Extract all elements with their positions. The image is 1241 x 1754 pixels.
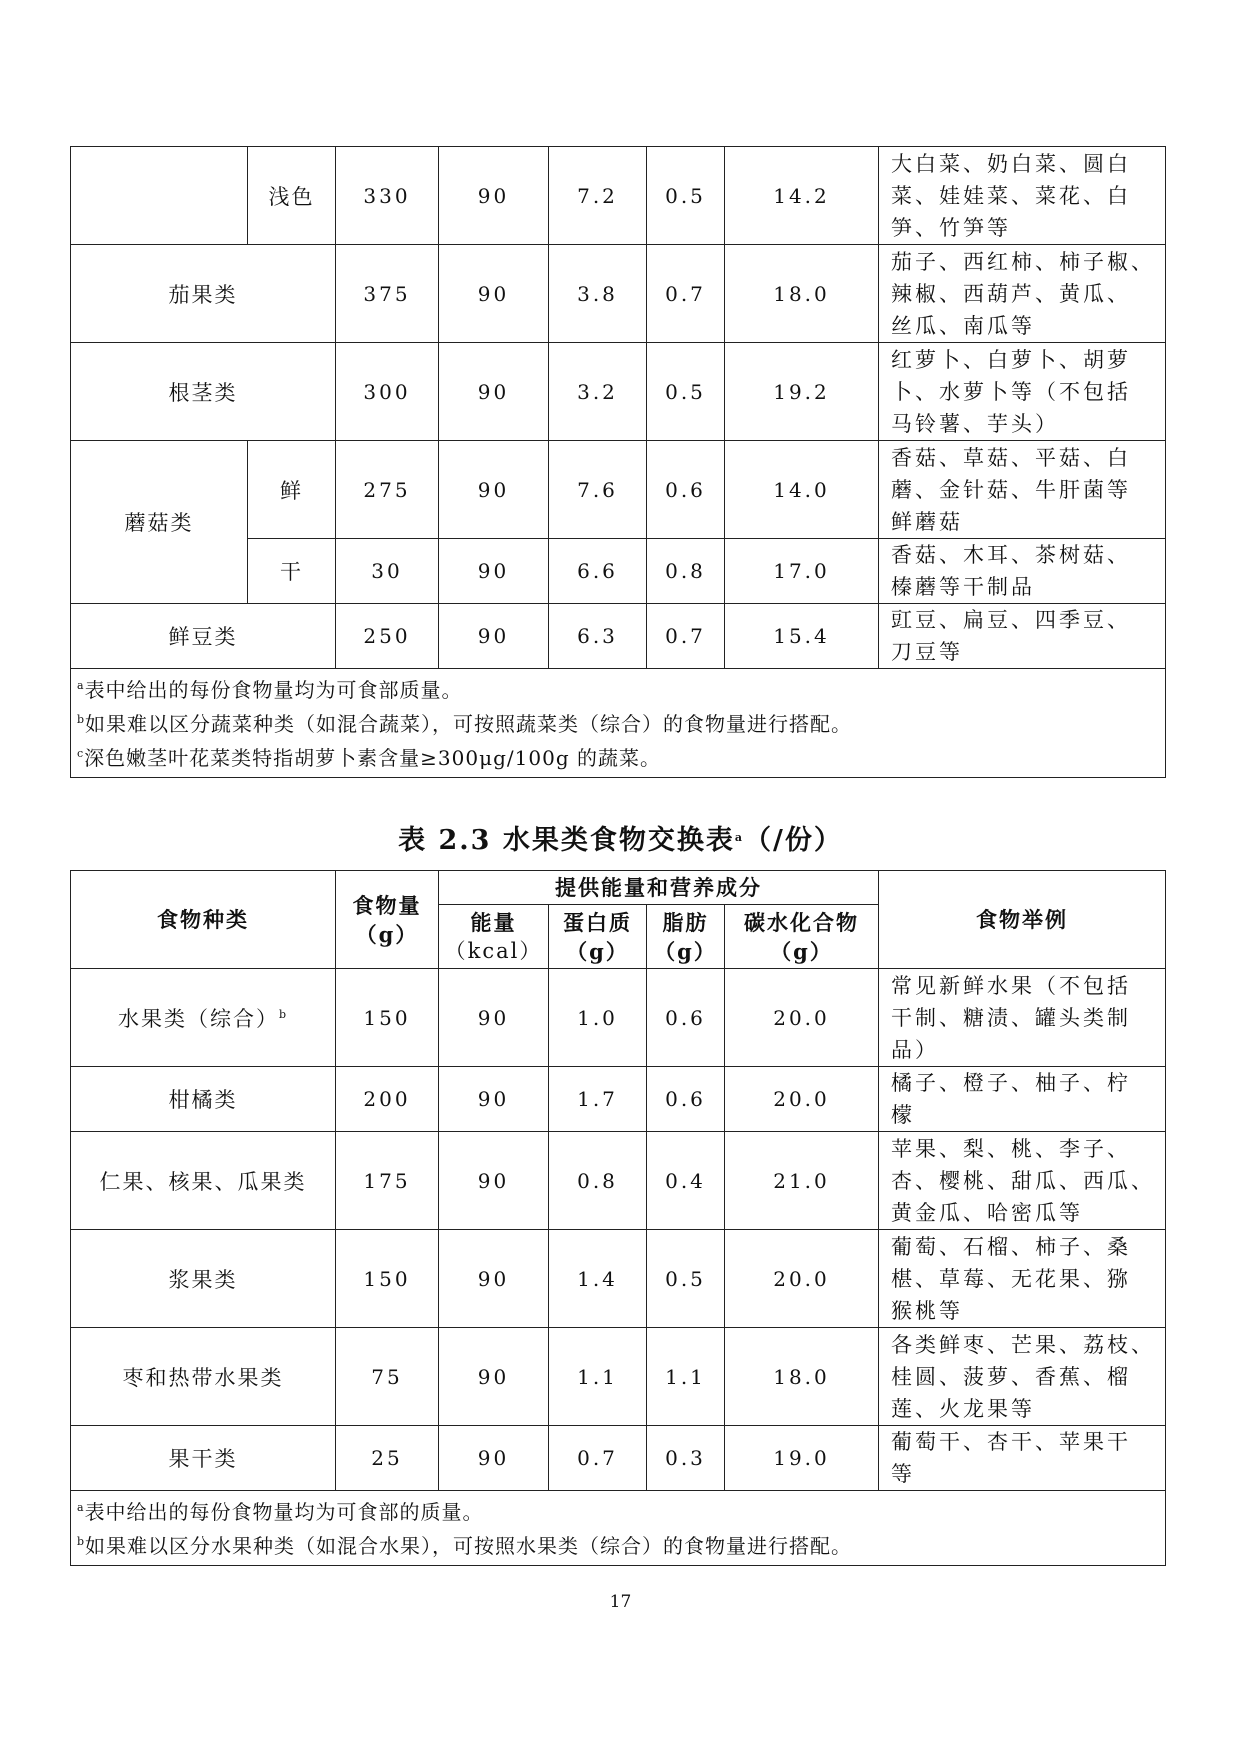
header-weight-unit: （g） <box>355 921 419 947</box>
table-title-suffix: （/份） <box>744 825 843 856</box>
example-line: 莲、火龙果等 <box>891 1396 1035 1421</box>
protein-cell: 3.2 <box>549 343 647 441</box>
fat-cell: 0.5 <box>647 343 725 441</box>
example-line: 马铃薯、芋头） <box>891 411 1059 436</box>
table-notes <box>71 669 1166 778</box>
example-line: 猴桃等 <box>891 1298 963 1323</box>
energy-cell: 90 <box>439 343 549 441</box>
carb-cell: 20.0 <box>725 1230 879 1328</box>
example-line: 杏、樱桃、甜瓜、西瓜、 <box>891 1168 1155 1193</box>
example-line: 香菇、木耳、茶树菇、 <box>891 543 1131 567</box>
table-title <box>0 818 1241 857</box>
examples-cell <box>879 147 1166 245</box>
category-cell: 仁果、核果、瓜果类 <box>71 1132 336 1230</box>
fat-cell: 0.8 <box>647 539 725 604</box>
carb-cell: 20.0 <box>725 1067 879 1132</box>
example-line: 鲜蘑菇 <box>891 509 963 534</box>
table-notes <box>71 1491 1166 1566</box>
example-line: 檬 <box>891 1103 915 1127</box>
carb-cell: 15.4 <box>725 604 879 669</box>
carb-cell: 19.2 <box>725 343 879 441</box>
subcategory-cell: 浅色 <box>248 147 336 245</box>
examples-cell <box>879 1132 1166 1230</box>
examples-cell <box>879 1230 1166 1328</box>
energy-cell: 90 <box>439 441 549 539</box>
carb-cell: 17.0 <box>725 539 879 604</box>
footnote-mark: b <box>77 713 86 726</box>
weight-cell: 330 <box>336 147 439 245</box>
header-fat-label: 脂肪 <box>662 909 709 935</box>
header-weight <box>336 871 439 969</box>
category-cell: 果干类 <box>71 1426 336 1491</box>
carb-cell: 20.0 <box>725 969 879 1067</box>
examples-cell <box>879 969 1166 1067</box>
header-protein-unit: （g） <box>566 938 629 964</box>
weight-cell: 30 <box>336 539 439 604</box>
header-fat-unit: （g） <box>654 938 717 964</box>
example-line: 卜、水萝卜等（不包括 <box>891 379 1131 404</box>
example-line: 蘑、金针菇、牛肝菌等 <box>891 477 1131 502</box>
footnote <box>77 1527 1161 1561</box>
fruit-exchange-table <box>70 870 1166 1566</box>
example-line: 常见新鲜水果（不包括 <box>891 973 1131 998</box>
protein-cell: 7.2 <box>549 147 647 245</box>
energy-cell: 90 <box>439 1426 549 1491</box>
footnote-text: 如果难以区分蔬菜种类（如混合蔬菜），可按照蔬菜类（综合）的食物量进行搭配。 <box>85 712 853 736</box>
fat-cell: 0.4 <box>647 1132 725 1230</box>
vegetable-exchange-table <box>70 146 1166 778</box>
example-line: 笋、竹笋等 <box>891 215 1011 240</box>
example-line: 品） <box>891 1037 939 1062</box>
example-line: 黄金瓜、哈密瓜等 <box>891 1200 1083 1225</box>
table-row <box>71 245 1166 343</box>
example-line: 葡萄干、杏干、苹果干 <box>891 1430 1131 1454</box>
footnote <box>77 671 1161 705</box>
examples-cell <box>879 1328 1166 1426</box>
example-line: 榛蘑等干制品 <box>891 575 1035 599</box>
weight-cell: 25 <box>336 1426 439 1491</box>
example-line: 香菇、草菇、平菇、白 <box>891 445 1131 470</box>
table-row <box>71 441 1166 539</box>
header-nutrient-group: 提供能量和营养成分 <box>439 871 879 905</box>
footnote-text: 如果难以区分水果种类（如混合水果），可按照水果类（综合）的食物量进行搭配。 <box>85 1534 853 1558</box>
header-carb-unit: （g） <box>770 938 833 964</box>
example-line: 橘子、橙子、柚子、柠 <box>891 1071 1131 1095</box>
table-row <box>71 969 1166 1067</box>
footnote-mark: b <box>278 1007 289 1021</box>
example-line: 红萝卜、白萝卜、胡萝 <box>891 347 1131 372</box>
fat-cell: 1.1 <box>647 1328 725 1426</box>
table-row <box>71 1132 1166 1230</box>
fat-cell: 0.5 <box>647 147 725 245</box>
weight-cell: 300 <box>336 343 439 441</box>
example-line: 葡萄、石榴、柿子、桑 <box>891 1234 1131 1259</box>
header-carb-label: 碳水化合物 <box>744 909 859 935</box>
table-row <box>71 1230 1166 1328</box>
protein-cell: 1.0 <box>549 969 647 1067</box>
example-line: 刀豆等 <box>891 640 963 664</box>
table-title-mark: a <box>734 831 745 844</box>
energy-cell: 90 <box>439 1067 549 1132</box>
table-row <box>71 147 1166 245</box>
examples-cell <box>879 539 1166 604</box>
footnote-mark: b <box>77 1535 86 1548</box>
fat-cell: 0.3 <box>647 1426 725 1491</box>
fat-cell: 0.6 <box>647 441 725 539</box>
energy-cell: 90 <box>439 245 549 343</box>
example-line: 各类鲜枣、芒果、荔枝、 <box>891 1332 1155 1357</box>
protein-cell: 7.6 <box>549 441 647 539</box>
footnote <box>77 705 1161 739</box>
weight-cell: 250 <box>336 604 439 669</box>
weight-cell: 75 <box>336 1328 439 1426</box>
protein-cell: 6.3 <box>549 604 647 669</box>
subcategory-cell: 鲜 <box>248 441 336 539</box>
weight-cell: 200 <box>336 1067 439 1132</box>
footnote <box>77 1493 1161 1527</box>
energy-cell: 90 <box>439 969 549 1067</box>
table-notes-row <box>71 1491 1166 1566</box>
fat-cell: 0.7 <box>647 604 725 669</box>
header-energy <box>439 905 549 969</box>
category-cell: 鲜豆类 <box>71 604 336 669</box>
header-weight-label: 食物量 <box>352 892 422 918</box>
examples-cell <box>879 441 1166 539</box>
weight-cell: 150 <box>336 1230 439 1328</box>
header-protein-label: 蛋白质 <box>563 909 632 935</box>
weight-cell: 150 <box>336 969 439 1067</box>
table-row <box>71 604 1166 669</box>
footnote-mark: c <box>77 747 85 760</box>
example-line: 茄子、西红柿、柿子椒、 <box>891 249 1155 274</box>
category-cell <box>71 147 248 245</box>
carb-cell: 18.0 <box>725 1328 879 1426</box>
footnote-mark: a <box>77 679 85 692</box>
weight-cell: 275 <box>336 441 439 539</box>
page-number: 17 <box>609 1592 632 1612</box>
category-cell: 蘑菇类 <box>71 441 248 604</box>
header-category: 食物种类 <box>71 871 336 969</box>
examples-cell <box>879 1067 1166 1132</box>
category-cell: 浆果类 <box>71 1230 336 1328</box>
category-cell: 茄果类 <box>71 245 336 343</box>
energy-cell: 90 <box>439 1328 549 1426</box>
example-line: 辣椒、西葫芦、黄瓜、 <box>891 281 1131 306</box>
example-line: 苹果、梨、桃、李子、 <box>891 1136 1131 1161</box>
protein-cell: 1.1 <box>549 1328 647 1426</box>
energy-cell: 90 <box>439 1132 549 1230</box>
footnote-text: 表中给出的每份食物量均为可食部的质量。 <box>84 1500 484 1524</box>
footnote <box>77 739 1161 773</box>
category-cell: 根茎类 <box>71 343 336 441</box>
category-cell <box>71 969 336 1067</box>
protein-cell: 1.7 <box>549 1067 647 1132</box>
energy-cell: 90 <box>439 604 549 669</box>
table-row <box>71 343 1166 441</box>
fat-cell: 0.6 <box>647 969 725 1067</box>
carb-cell: 14.2 <box>725 147 879 245</box>
examples-cell <box>879 245 1166 343</box>
header-energy-label: 能量 <box>470 909 517 935</box>
table-row <box>71 1067 1166 1132</box>
energy-cell: 90 <box>439 539 549 604</box>
header-energy-unit: （kcal） <box>444 938 543 963</box>
example-line: 椹、草莓、无花果、猕 <box>891 1266 1131 1291</box>
table-title-text: 表 2.3 水果类食物交换表 <box>398 825 735 856</box>
example-line: 菜、娃娃菜、菜花、白 <box>891 183 1131 208</box>
examples-cell <box>879 1426 1166 1491</box>
table-row <box>71 1328 1166 1426</box>
subcategory-cell: 干 <box>248 539 336 604</box>
example-line: 豇豆、扁豆、四季豆、 <box>891 608 1131 632</box>
category-cell: 枣和热带水果类 <box>71 1328 336 1426</box>
footnote-mark: a <box>77 1501 85 1514</box>
examples-cell <box>879 604 1166 669</box>
protein-cell: 3.8 <box>549 245 647 343</box>
weight-cell: 175 <box>336 1132 439 1230</box>
header-protein <box>549 905 647 969</box>
example-line: 丝瓜、南瓜等 <box>891 313 1035 338</box>
fat-cell: 0.6 <box>647 1067 725 1132</box>
category-cell: 柑橘类 <box>71 1067 336 1132</box>
protein-cell: 1.4 <box>549 1230 647 1328</box>
category-label: 水果类（综合） <box>117 1006 279 1031</box>
energy-cell: 90 <box>439 147 549 245</box>
weight-cell: 375 <box>336 245 439 343</box>
protein-cell: 6.6 <box>549 539 647 604</box>
carb-cell: 14.0 <box>725 441 879 539</box>
table-row <box>71 1426 1166 1491</box>
carb-cell: 18.0 <box>725 245 879 343</box>
example-line: 桂圆、菠萝、香蕉、榴 <box>891 1364 1131 1389</box>
carb-cell: 19.0 <box>725 1426 879 1491</box>
energy-cell: 90 <box>439 1230 549 1328</box>
protein-cell: 0.7 <box>549 1426 647 1491</box>
example-line: 等 <box>891 1462 915 1486</box>
example-line: 干制、糖渍、罐头类制 <box>891 1005 1131 1030</box>
examples-cell <box>879 343 1166 441</box>
protein-cell: 0.8 <box>549 1132 647 1230</box>
header-fat <box>647 905 725 969</box>
footnote-text: 深色嫩茎叶花菜类特指胡萝卜素含量≥300μg/100g 的蔬菜。 <box>84 746 661 770</box>
header-row <box>71 871 1166 905</box>
header-examples: 食物举例 <box>879 871 1166 969</box>
header-carb <box>725 905 879 969</box>
carb-cell: 21.0 <box>725 1132 879 1230</box>
table-notes-row <box>71 669 1166 778</box>
example-line: 大白菜、奶白菜、圆白 <box>891 151 1131 176</box>
fat-cell: 0.7 <box>647 245 725 343</box>
footnote-text: 表中给出的每份食物量均为可食部质量。 <box>84 678 463 702</box>
fat-cell: 0.5 <box>647 1230 725 1328</box>
